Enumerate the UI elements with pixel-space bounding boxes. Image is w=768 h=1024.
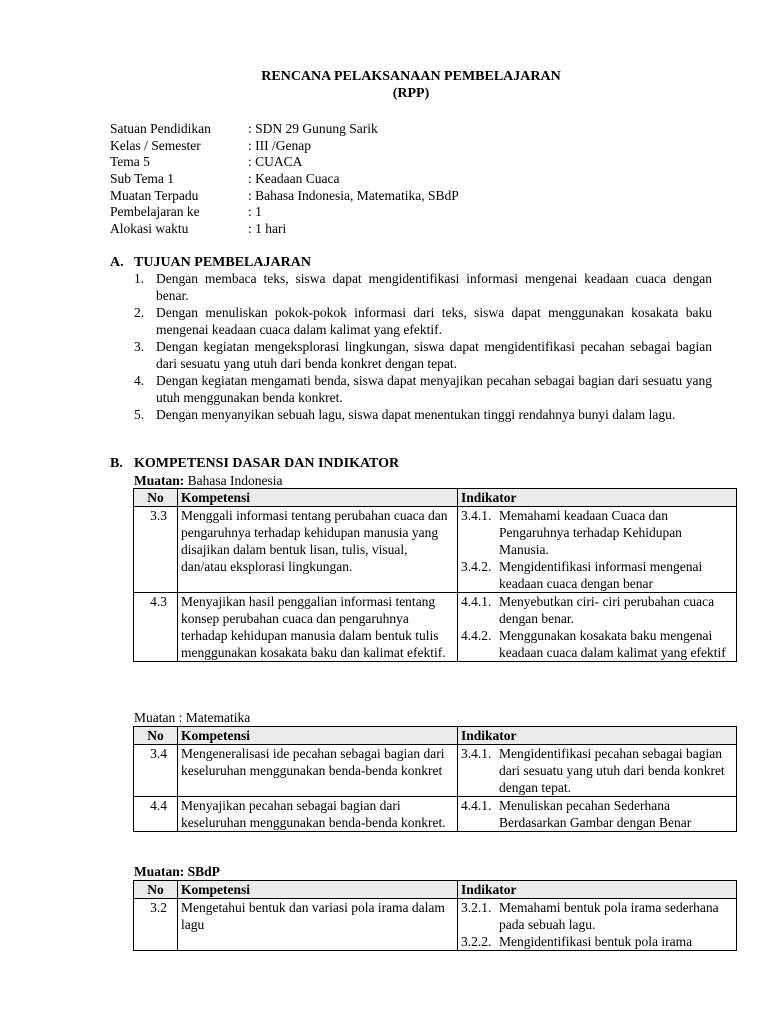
table-row: 3.3 Menggali informasi tentang perubahan cuaca dan pengaruhnya terhadap kehidupan manusia yang disajikan dalam bentuk lisan, tulis, visual, dan/atau eksplorasi lingkungan. 3.4.1. Memahami keadaan Cuaca dan Pengaruhnya terhadap Kehidupan Manusia. 3.4.2. Mengidentifikasi informasi mengenai keadaan cuaca dengan benar <box>134 507 737 593</box>
table-row: 3.4 Mengeneralisasi ide pecahan sebagai bagian dari keseluruhan menggunakan benda-benda konkret 3.4.1. Mengidentifikasi pecahan sebagai bagian dari sesuatu yang utuh dari benda konkret dengan tepat. <box>134 745 737 797</box>
muatan-bahasa-label: Muatan: Bahasa Indonesia <box>134 473 283 488</box>
table-bahasa-indonesia <box>133 488 737 662</box>
table-row: 4.3 Menyajikan hasil penggalian informasi tentang konsep perubahan cuaca dan pengaruhnya terhadap kehidupan manusia dalam bentuk tulis menggunakan kosakata baku dan kalimat efektif. 4.4.1. Menyebutkan ciri- ciri perubahan cuaca dengan benar. 4.4.2. Menggunakan kosakata baku mengenai keadaan cuaca dalam kalimat yang efektif <box>134 593 737 662</box>
section-a-heading: A. TUJUAN PEMBELAJARAN <box>110 255 311 270</box>
indicator-item: 4.4.1. Menyebutkan ciri- ciri perubahan cuaca dengan benar. <box>461 594 715 626</box>
col-header-kompetensi: Kompetensi <box>178 489 458 507</box>
identity-block <box>110 120 459 237</box>
table-matematika <box>133 726 737 832</box>
col-header-indikator: Indikator <box>458 881 737 899</box>
col-header-no: No <box>134 727 178 745</box>
info-row: Pembelajaran ke : 1 <box>110 204 262 220</box>
col-header-indikator: Indikator <box>458 489 737 507</box>
list-item: 5. Dengan menyanyikan sebuah lagu, siswa dapat menentukan tinggi rendahnya bunyi dalam lagu. <box>134 407 676 422</box>
col-header-indikator: Indikator <box>458 727 737 745</box>
document-title: RENCANA PELAKSANAAN PEMBELAJARAN <box>261 69 561 84</box>
indicator-item: 4.4.1. Menuliskan pecahan Sederhana Berdasarkan Gambar dengan Benar <box>461 798 692 830</box>
col-header-no: No <box>134 881 178 899</box>
info-row: Alokasi waktu : 1 hari <box>110 221 287 237</box>
muatan-matematika-label: Muatan : Matematika <box>134 710 251 725</box>
table-sbdp <box>133 880 737 951</box>
indicator-item: 3.4.1. Mengidentifikasi pecahan sebagai bagian dari sesuatu yang utuh dari benda konkret dengan tepat. <box>461 746 725 795</box>
list-item: 1. Dengan membaca teks, siswa dapat mengidentifikasi informasi mengenai keadaan cuaca dengan benar. <box>134 271 712 303</box>
col-header-no: No <box>134 489 178 507</box>
section-b-heading: B. KOMPETENSI DASAR DAN INDIKATOR <box>110 456 400 471</box>
list-item: 2. Dengan menuliskan pokok-pokok informasi dari teks, siswa dapat menggunakan kosakata baku mengenai keadaan cuaca dalam kalimat yang efektif. <box>134 305 712 337</box>
info-row: Muatan Terpadu : Bahasa Indonesia, Matematika, SBdP <box>110 187 459 203</box>
list-item: 3. Dengan kegiatan mengeksplorasi lingkungan, siswa dapat mengidentifikasi pecahan sebagai bagian dari sesuatu yang utuh dari benda konkret dengan tepat. <box>134 339 712 371</box>
info-row: Tema 5 : CUACA <box>110 154 303 170</box>
muatan-sbdp-label: Muatan: SBdP <box>134 864 220 879</box>
document-subtitle: (RPP) <box>392 86 430 101</box>
indicator-item: 3.2.2. Mengidentifikasi bentuk pola irama <box>461 934 693 949</box>
table-header-row <box>134 489 737 507</box>
col-header-kompetensi: Kompetensi <box>178 727 458 745</box>
learning-goals-list <box>134 270 712 423</box>
indicator-item: 4.4.2. Menggunakan kosakata baku mengenai keadaan cuaca dalam kalimat yang efektif <box>461 628 726 660</box>
indicator-item: 3.4.2. Mengidentifikasi informasi mengenai keadaan cuaca dengan benar <box>461 559 703 591</box>
table-header-row <box>134 727 737 745</box>
col-header-kompetensi: Kompetensi <box>178 881 458 899</box>
info-row: Satuan Pendidikan : SDN 29 Gunung Sarik <box>110 121 378 136</box>
info-row: Sub Tema 1 : Keadaan Cuaca <box>110 171 340 187</box>
indicator-item: 3.4.1. Memahami keadaan Cuaca dan Pengaruhnya terhadap Kehidupan Manusia. <box>461 508 682 557</box>
table-row: 4.4 Menyajikan pecahan sebagai bagian dari keseluruhan menggunakan benda-benda konkret. 4.4.1. Menuliskan pecahan Sederhana Berdasarkan Gambar dengan Benar <box>134 797 737 832</box>
table-header-row <box>134 881 737 899</box>
indicator-item: 3.2.1. Memahami bentuk pola irama sederhana pada sebuah lagu. <box>461 900 719 932</box>
table-row: 3.2 Mengetahui bentuk dan variasi pola irama dalam lagu 3.2.1. Memahami bentuk pola irama sederhana pada sebuah lagu. 3.2.2. Mengidentifikasi bentuk pola irama <box>134 899 737 951</box>
list-item: 4. Dengan kegiatan mengamati benda, siswa dapat menyajikan pecahan sebagai bagian dari sesuatu yang utuh menggunakan benda konkret. <box>134 373 712 405</box>
info-row: Kelas / Semester : III /Genap <box>110 137 311 153</box>
